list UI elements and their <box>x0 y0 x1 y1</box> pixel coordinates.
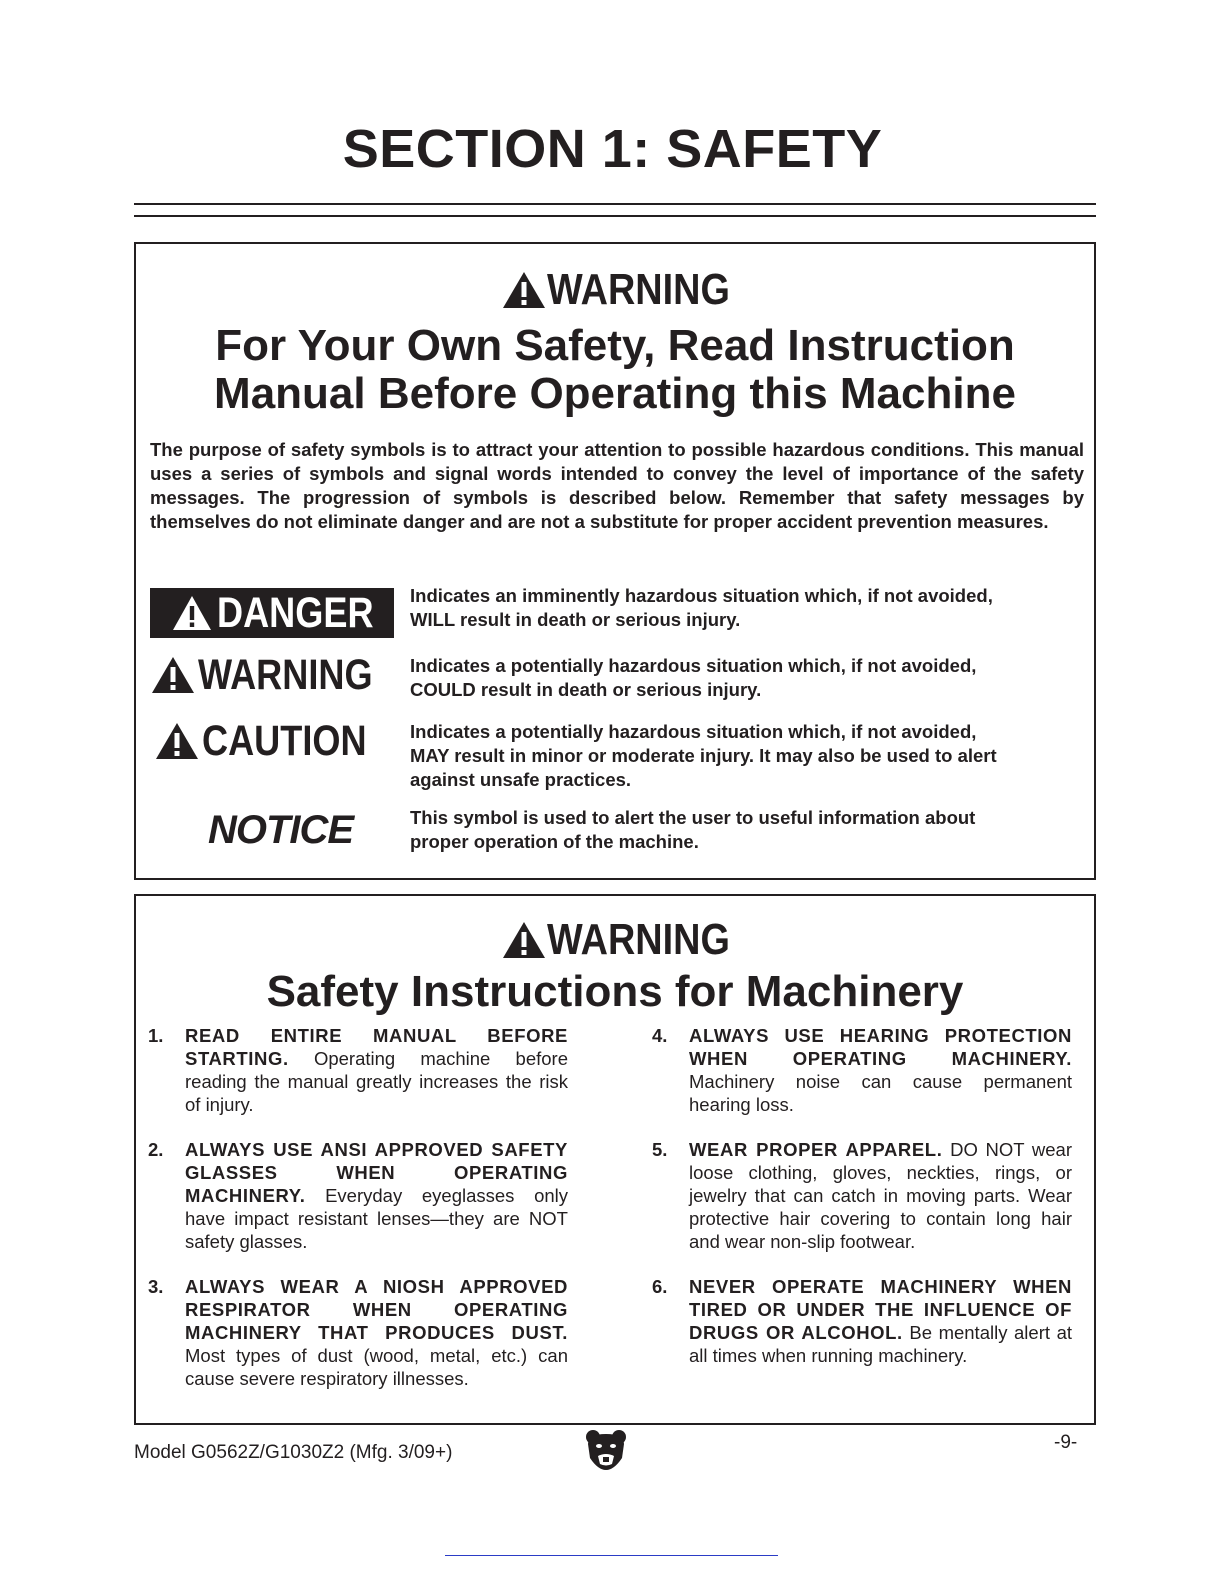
warning-triangle-icon <box>150 655 196 695</box>
box2-heading: Safety Instructions for Machinery <box>266 967 964 1016</box>
item-number: 4. <box>652 1025 668 1046</box>
item-heading: ALWAYS USE HEARING PROTECTION WHEN OPERATING MACHINERY. <box>689 1025 1072 1069</box>
warning-desc-line1: Indicates a potentially hazardous situation which, if not avoided, <box>410 655 977 676</box>
warning-word: WARNING <box>546 915 730 965</box>
item-text: Machinery noise can cause permanent hearing loss. <box>689 1071 1072 1115</box>
notice-desc-line1: This symbol is used to alert the user to useful information about <box>410 807 976 828</box>
danger-description <box>410 584 1070 632</box>
item-heading: READ ENTIRE MANUAL BEFORE STARTING. <box>185 1025 568 1069</box>
warning-triangle-icon <box>501 270 547 310</box>
instructions-right-column <box>652 1024 1072 1389</box>
item-text: Everyday eyeglasses only have impact resistant lenses—they are NOT safety glasses. <box>185 1185 569 1252</box>
item-text: DO NOT wear loose clothing, gloves, neckties, rings, or jewelry that can catch in moving parts. Wear protective hair covering to contain long hair and wear non-slip footwear. <box>689 1139 1072 1252</box>
warning-word: WARNING <box>546 265 730 315</box>
caution-desc-line1: Indicates a potentially hazardous situation which, if not avoided, <box>410 721 977 742</box>
box1-heading-line2: Manual Before Operating this Machine <box>214 369 1016 418</box>
danger-label <box>150 588 394 638</box>
caution-desc-line3: against unsafe practices. <box>410 769 632 790</box>
instruction-item <box>652 1138 1072 1253</box>
danger-triangle-icon <box>171 594 213 632</box>
footer-model: Model G0562Z/G1030Z2 (Mfg. 3/09+) <box>134 1442 453 1463</box>
caution-label <box>150 716 394 766</box>
safety-symbols-box <box>134 242 1096 880</box>
title-rule-bottom <box>134 215 1096 217</box>
item-number: 6. <box>652 1276 668 1297</box>
danger-word: DANGER <box>216 589 374 637</box>
box1-heading <box>136 322 1094 418</box>
title-rule-top <box>134 203 1096 205</box>
item-text: Operating machine before reading the manual greatly increases the risk of injury. <box>185 1048 568 1115</box>
danger-desc-line1: Indicates an imminently hazardous situation which, if not avoided, <box>410 585 993 606</box>
instruction-item <box>652 1275 1072 1367</box>
warning-description <box>410 654 1070 702</box>
instruction-item <box>148 1024 568 1116</box>
page-number: -9- <box>1054 1432 1078 1453</box>
caution-triangle-icon <box>154 721 200 761</box>
page-title: SECTION 1: SAFETY <box>342 119 883 179</box>
box1-heading-line1: For Your Own Safety, Read Instruction <box>215 321 1015 370</box>
intro-paragraph: The purpose of safety symbols is to attract your attention to possible hazardous conditions. This manual uses a series of symbols and signal words intended to convey the level of importance of the safety messages. The progression of symbols is described below. Remember that safety messages by themselves do not eliminate danger and are not a substitute for proper accident prevention measures. <box>150 439 1084 532</box>
caution-description <box>410 720 1070 792</box>
machinery-safety-box <box>134 894 1096 1425</box>
caution-desc-line2: MAY result in minor or moderate injury. It may also be used to alert <box>410 745 997 766</box>
item-number: 3. <box>148 1276 164 1297</box>
caution-word: CAUTION <box>202 717 367 765</box>
notice-label <box>150 806 394 856</box>
item-number: 5. <box>652 1139 668 1160</box>
warning-signal-word: WARNING <box>198 651 373 699</box>
warning-header <box>136 264 1094 314</box>
warning-triangle-icon <box>501 920 547 960</box>
warning-label <box>150 650 394 700</box>
item-heading: ALWAYS USE ANSI APPROVED SAFETY GLASSES WHEN OPERATING MACHINERY. <box>185 1139 568 1206</box>
instructions-left-column <box>148 1024 568 1412</box>
item-number: 2. <box>148 1139 164 1160</box>
item-heading: ALWAYS WEAR A NIOSH APPROVED RESPIRATOR WHEN OPERATING MACHINERY THAT PRODUCES DUST. <box>185 1276 568 1343</box>
notice-description <box>410 806 1070 854</box>
danger-desc-line2: WILL result in death or serious injury. <box>410 609 741 630</box>
item-heading: WEAR PROPER APPAREL. <box>689 1139 943 1160</box>
item-text: Most types of dust (wood, metal, etc.) can cause severe respiratory illnesses. <box>185 1345 568 1389</box>
notice-word: NOTICE <box>208 808 354 852</box>
bear-head-icon <box>584 1428 628 1472</box>
notice-desc-line2: proper operation of the machine. <box>410 831 699 852</box>
item-text: Be mentally alert at all times when running machinery. <box>689 1322 1072 1366</box>
warning-desc-line2: COULD result in death or serious injury. <box>410 679 762 700</box>
warning-header <box>136 914 1094 964</box>
instruction-item <box>148 1275 568 1390</box>
instruction-item <box>652 1024 1072 1116</box>
item-number: 1. <box>148 1025 164 1046</box>
instruction-item <box>148 1138 568 1253</box>
bottom-link-line <box>445 1555 778 1556</box>
item-heading: NEVER OPERATE MACHINERY WHEN TIRED OR UNDER THE INFLUENCE OF DRUGS OR ALCOHOL. <box>689 1276 1072 1343</box>
